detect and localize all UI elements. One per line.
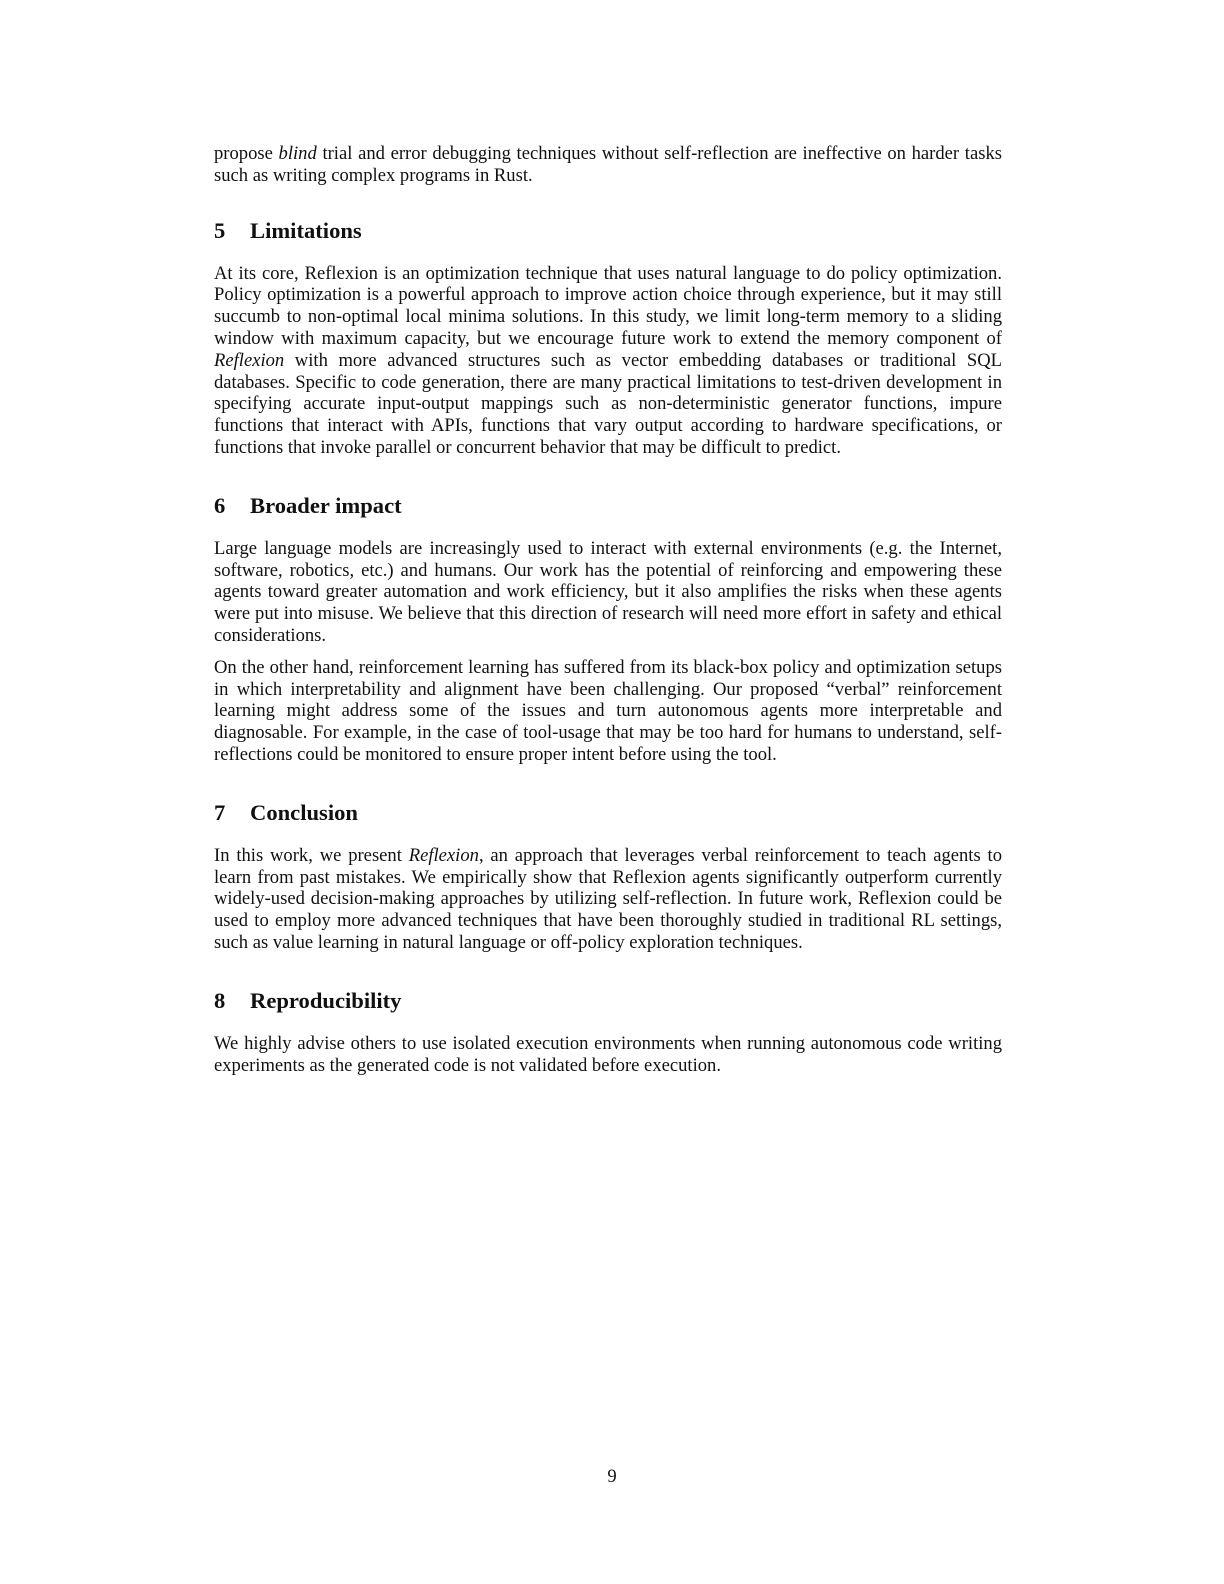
section-title: Broader impact [250, 492, 402, 518]
intro-emphasis: blind [278, 143, 317, 164]
limitations-emphasis: Reflexion [214, 349, 285, 371]
section-heading-limitations [214, 218, 1002, 244]
broader-impact-paragraph-1: Large language models are increasingly used to interact with external environments (e.g. the Internet, software, robotics, etc.) and humans. Our work has the potential of reinforcing and empowering these agents toward greater automation and work efficiency, but it also amplifies the risks when these agents were put into misuse. We believe that this direction of research will need more effort in safety and ethical considerations. [214, 537, 1002, 646]
section-title: Reproducibility [250, 987, 402, 1013]
section-number: 6 [214, 492, 226, 518]
conclusion-paragraph [214, 845, 1002, 954]
section-title: Limitations [250, 217, 362, 243]
page-number: 9 [607, 1466, 617, 1487]
limitations-text-before: At its core, Reflexion is an optimization technique that uses natural language to do policy optimization. Policy optimization is a powerful approach to improve action choice through experience, but it may still succumb to non-optimal local minima solutions. In this study, we limit long-term memory to a sliding window with maximum capacity, but we encourage future work to extend the memory component of [214, 262, 1002, 349]
page-content [214, 143, 1002, 1076]
reproducibility-paragraph: We highly advise others to use isolated execution environments when running autonomous code writing experiments as the generated code is not validated before execution. [214, 1032, 1002, 1076]
intro-paragraph [214, 143, 1002, 187]
section-number: 8 [214, 987, 226, 1013]
conclusion-text-after: , an approach that leverages verbal reinforcement to teach agents to learn from past mistakes. We empirically show that Reflexion agents significantly outperform currently widely-used decision-making approaches by utilizing self-reflection. In future work, Reflexion could be used to employ more advanced techniques that have been thoroughly studied in traditional RL settings, such as value learning in natural language or off-policy exploration techniques. [214, 844, 1002, 953]
section-heading-broader-impact [214, 493, 1002, 519]
limitations-text-after: with more advanced structures such as vector embedding databases or traditional SQL databases. Specific to code generation, there are many practical limitations to test-driven development in specifying accurate input-output mappings such as non-deterministic generator functions, impure functions that interact with APIs, functions that vary output according to hardware specifications, or functions that invoke parallel or concurrent behavior that may be difficult to predict. [214, 349, 1002, 458]
section-heading-reproducibility [214, 988, 1002, 1014]
section-title: Conclusion [250, 799, 358, 825]
conclusion-text-before: In this work, we present [214, 844, 409, 866]
intro-text-after: trial and error debugging techniques without self-reflection are ineffective on harder tasks such as writing complex programs in Rust. [214, 143, 1002, 186]
section-heading-conclusion [214, 800, 1002, 826]
limitations-paragraph [214, 263, 1002, 459]
broader-impact-paragraph-2: On the other hand, reinforcement learning has suffered from its black-box policy and optimization setups in which interpretability and alignment have been challenging. Our proposed “verbal” reinforcement learning might address some of the issues and turn autonomous agents more interpretable and diagnosable. For example, in the case of tool-usage that may be too hard for humans to understand, self-reflections could be monitored to ensure proper intent before using the tool. [214, 656, 1002, 765]
section-number: 7 [214, 799, 226, 825]
conclusion-emphasis: Reflexion [408, 844, 479, 866]
intro-text-before: propose [214, 143, 279, 164]
section-number: 5 [214, 217, 226, 243]
